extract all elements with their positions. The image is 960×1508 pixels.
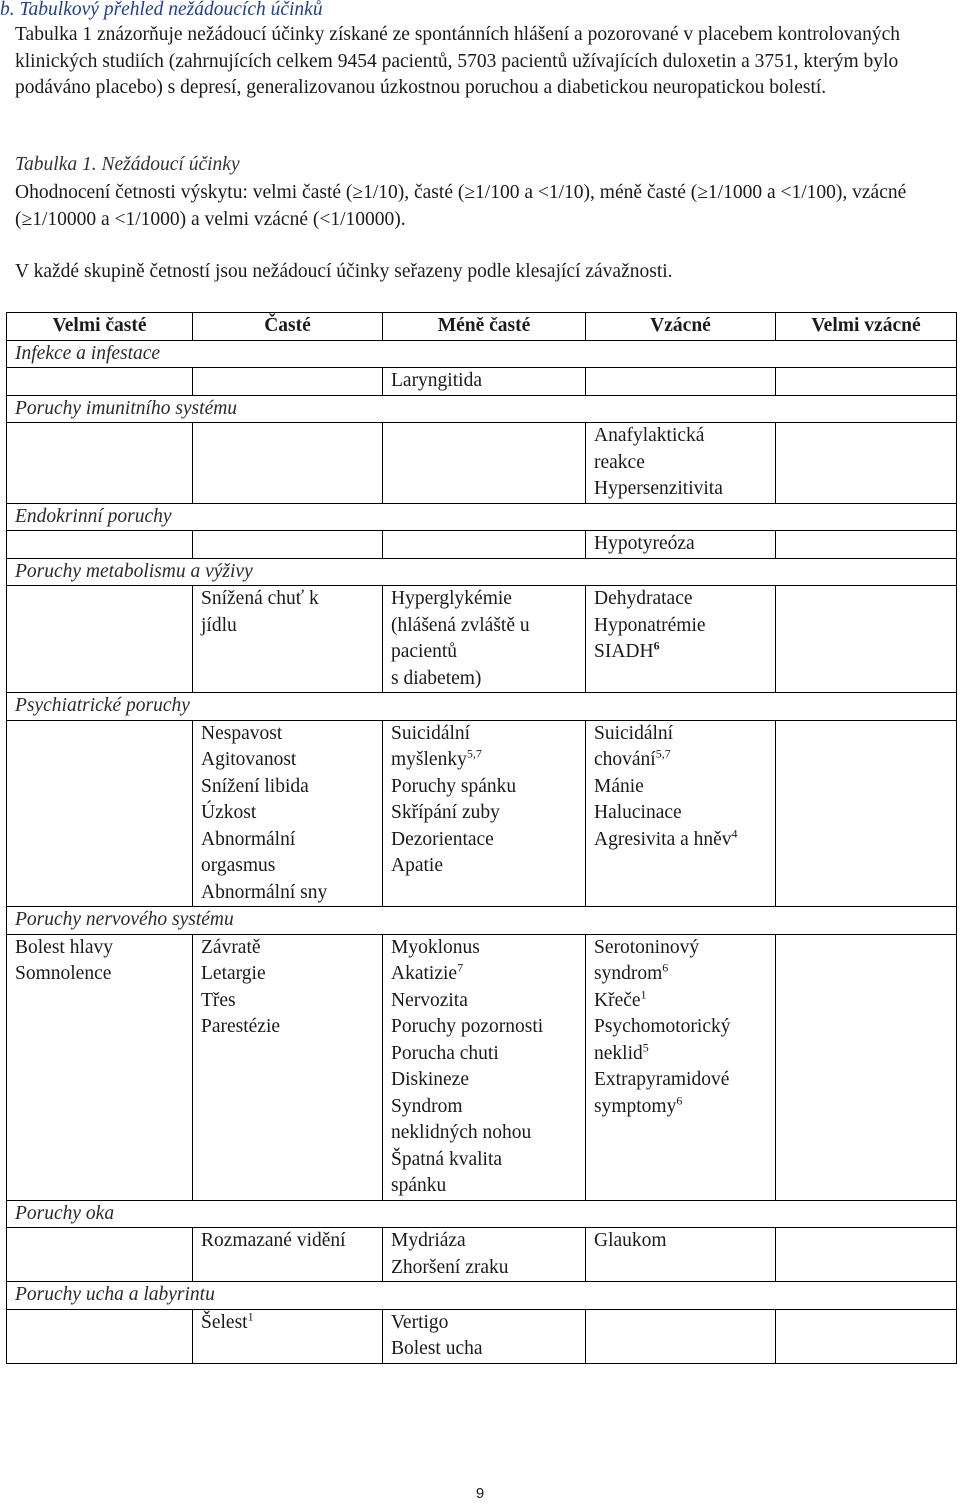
term: Apatie xyxy=(391,855,443,876)
term xyxy=(391,747,585,774)
cell xyxy=(7,531,193,559)
term: orgasmus xyxy=(201,855,276,876)
cell xyxy=(7,1309,193,1363)
term: neklidných nohou xyxy=(391,1122,532,1143)
frequency-note: Ohodnocení četnosti výskytu: velmi časté (≥1/10), časté (≥1/100 a <1/10), méně časté (≥1/1000 a <1/100), vzácné (≥1/10000 a <1/1000) a velmi vzácné (<1/10000). xyxy=(15,182,907,230)
term xyxy=(594,988,775,1015)
cell xyxy=(383,423,586,504)
term: Myoklonus xyxy=(391,936,480,958)
footnote-ref: 6 xyxy=(653,638,660,653)
term: pacientů xyxy=(391,641,458,662)
cell xyxy=(586,934,776,1200)
term: Abnormální xyxy=(201,828,296,850)
term-text: Akatizie xyxy=(391,963,458,984)
col-header-very-rare: Velmi vzácné xyxy=(776,313,957,341)
soc-ear: Poruchy ucha a labyrintu xyxy=(7,1282,957,1310)
term: Snížená chuť k xyxy=(201,588,319,609)
term: Dezorientace xyxy=(391,828,494,850)
term: Poruchy spánku xyxy=(391,775,517,797)
soc-row xyxy=(7,558,957,586)
cell xyxy=(776,531,957,559)
col-header-rare: Vzácné xyxy=(586,313,776,341)
term xyxy=(594,747,775,774)
soc-nervous: Poruchy nervového systému xyxy=(7,907,957,935)
cell xyxy=(383,586,586,693)
soc-immune: Poruchy imunitního systému xyxy=(7,395,957,423)
cell xyxy=(193,423,383,504)
cell xyxy=(193,720,383,907)
cell xyxy=(383,934,586,1200)
term: Dehydratace xyxy=(594,588,693,609)
term: Parestézie xyxy=(201,1016,281,1037)
term xyxy=(201,1310,382,1337)
soc-endocrine: Endokrinní poruchy xyxy=(7,503,957,531)
term xyxy=(594,639,775,666)
term: s diabetem) xyxy=(391,667,482,689)
footnote-ref: 1 xyxy=(247,1309,254,1323)
cell xyxy=(193,586,383,693)
term: Somnolence xyxy=(15,963,112,984)
col-header-very-common: Velmi časté xyxy=(7,313,193,341)
cell xyxy=(586,423,776,504)
cell: Glaukom xyxy=(586,1228,776,1282)
term: Diskineze xyxy=(391,1069,469,1090)
cell: Hypotyreóza xyxy=(586,531,776,559)
term: Letargie xyxy=(201,963,266,984)
term: Psychomotorický xyxy=(594,1016,731,1037)
col-header-uncommon: Méně časté xyxy=(383,313,586,341)
soc-row xyxy=(7,1282,957,1310)
table-row xyxy=(7,934,957,1200)
term: Bolest ucha xyxy=(391,1338,483,1359)
soc-row xyxy=(7,395,957,423)
footnote-ref: 7 xyxy=(457,960,464,975)
order-note: V každé skupině četností jsou nežádoucí účinky seřazeny podle klesající závažnosti. xyxy=(15,261,673,282)
section-heading: b. Tabulkový přehled nežádoucích účinků xyxy=(0,0,323,20)
term: Zhoršení zraku xyxy=(391,1256,509,1278)
cell xyxy=(383,531,586,559)
term: Mydriáza xyxy=(391,1230,466,1251)
cell xyxy=(776,720,957,907)
table-row xyxy=(7,586,957,693)
term-text: syndrom xyxy=(594,963,663,984)
cell xyxy=(586,368,776,396)
term: Agitovanost xyxy=(201,749,297,770)
footnote-ref: 6 xyxy=(662,960,669,975)
term-text: symptomy xyxy=(594,1095,677,1117)
cell xyxy=(776,1309,957,1363)
cell xyxy=(776,586,957,693)
table-caption xyxy=(15,152,950,179)
term: Halucinace xyxy=(594,802,682,823)
cell xyxy=(383,720,586,907)
table-row xyxy=(7,1228,957,1282)
term-text: Křeče xyxy=(594,989,641,1011)
term xyxy=(594,961,775,988)
term: Nervozita xyxy=(391,989,468,1011)
cell xyxy=(7,934,193,1200)
cell xyxy=(586,720,776,907)
term-text: Agresivita a hněv xyxy=(594,828,732,850)
term-text: neklid xyxy=(594,1042,643,1064)
term-text: Šelest xyxy=(201,1311,248,1333)
term: Mánie xyxy=(594,775,644,797)
col-header-common: Časté xyxy=(193,313,383,341)
table-row xyxy=(7,1309,957,1363)
soc-metabolism: Poruchy metabolismu a výživy xyxy=(7,558,957,586)
cell xyxy=(383,1309,586,1363)
table-header-row xyxy=(7,313,957,341)
term: Abnormální sny xyxy=(201,881,328,903)
table-row xyxy=(7,423,957,504)
cell: Rozmazané vidění xyxy=(193,1228,383,1282)
cell xyxy=(193,934,383,1200)
cell: Laryngitida xyxy=(383,368,586,396)
term: Hypersenzitivita xyxy=(594,478,723,499)
term: reakce xyxy=(594,451,645,473)
table-title: Nežádoucí účinky xyxy=(101,154,240,175)
cell xyxy=(776,368,957,396)
footnote-ref: 1 xyxy=(640,987,647,1001)
soc-row xyxy=(7,1200,957,1228)
cell xyxy=(586,1309,776,1363)
soc-row xyxy=(7,907,957,935)
table-label: Tabulka 1. xyxy=(15,154,97,175)
intro-paragraph: Tabulka 1 znázorňuje nežádoucí účinky získané ze spontánních hlášení a pozorované v placebem kontrolovaných klinických studiích (zahrnujících celkem 9454 pacientů, 5703 pacientů užívajících duloxetin a 3751, kterým bylo podáváno placebo) s depresí, generalizovanou úzkostnou poruchou a diabetickou neuropatickou bolestí. xyxy=(15,24,901,98)
term: Suicidální xyxy=(594,722,674,744)
term: Závratě xyxy=(201,936,261,958)
term: jídlu xyxy=(201,614,237,636)
cell xyxy=(776,1228,957,1282)
table-row xyxy=(7,531,957,559)
soc-row xyxy=(7,693,957,721)
term: Extrapyramidové xyxy=(594,1069,730,1090)
cell xyxy=(193,368,383,396)
cell xyxy=(193,531,383,559)
footnote-ref: 5 xyxy=(642,1040,649,1054)
soc-infections: Infekce a infestace xyxy=(7,340,957,368)
term: Nespavost xyxy=(201,722,283,744)
term: (hlášená zvláště u xyxy=(391,614,530,636)
cell xyxy=(7,1228,193,1282)
footnote-ref: 5,7 xyxy=(655,746,671,761)
term: Poruchy pozornosti xyxy=(391,1016,544,1037)
term: Anafylaktická xyxy=(594,425,705,446)
term: Hyponatrémie xyxy=(594,614,706,636)
term xyxy=(391,961,585,988)
cell xyxy=(383,1228,586,1282)
term: Serotoninový xyxy=(594,936,700,958)
term: Porucha chuti xyxy=(391,1042,499,1064)
cell xyxy=(7,423,193,504)
soc-psychiatric: Psychiatrické poruchy xyxy=(7,693,957,721)
term: Vertigo xyxy=(391,1311,449,1333)
cell xyxy=(7,586,193,693)
term xyxy=(594,827,775,854)
cell xyxy=(7,368,193,396)
soc-row xyxy=(7,503,957,531)
table-row xyxy=(7,368,957,396)
term: Snížení libida xyxy=(201,775,309,797)
term: Suicidální xyxy=(391,722,471,744)
page-number: 9 xyxy=(475,1485,485,1502)
term-text: SIADH xyxy=(594,641,654,662)
term xyxy=(594,1041,775,1068)
footnote-ref: 6 xyxy=(676,1093,683,1107)
footnote-ref: 4 xyxy=(731,826,738,840)
term: Bolest hlavy xyxy=(15,936,114,958)
term: Třes xyxy=(201,989,236,1011)
cell xyxy=(776,934,957,1200)
term: Skřípání zuby xyxy=(391,802,500,823)
cell xyxy=(776,423,957,504)
term: Hyperglykémie xyxy=(391,588,512,609)
cell xyxy=(586,586,776,693)
term xyxy=(594,1094,775,1121)
cell xyxy=(7,720,193,907)
term: Úzkost xyxy=(201,802,257,823)
term: spánku xyxy=(391,1175,447,1196)
footnote-ref: 5,7 xyxy=(466,746,482,761)
term-text: myšlenky xyxy=(391,749,467,770)
soc-eye: Poruchy oka xyxy=(7,1200,957,1228)
table-row xyxy=(7,720,957,907)
soc-row xyxy=(7,340,957,368)
adverse-effects-table xyxy=(6,312,957,1364)
cell xyxy=(193,1309,383,1363)
term-text: chování xyxy=(594,749,656,770)
term: Špatná kvalita xyxy=(391,1148,503,1170)
term: Syndrom xyxy=(391,1095,463,1117)
